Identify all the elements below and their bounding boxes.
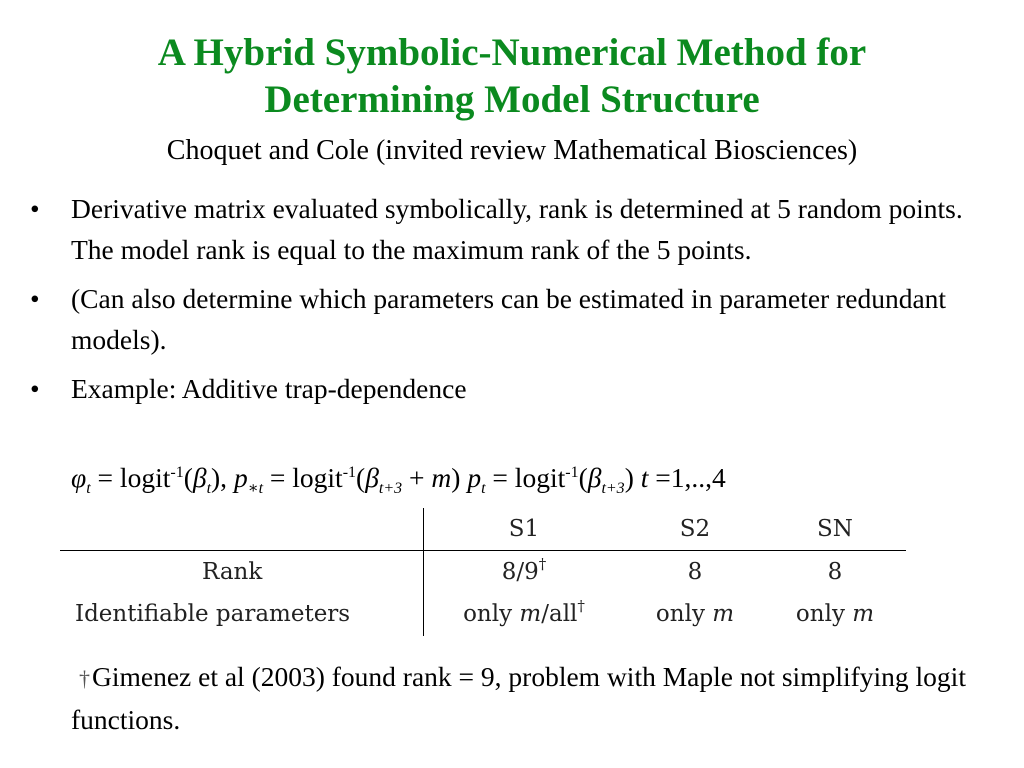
bullet-text: Derivative matrix evaluated symbolically, rank is determined at 5 random points. The model rank is equal to the maximum rank of the 5 points. <box>71 193 963 265</box>
slide-title-line2: Determining Model Structure <box>264 78 760 121</box>
formula-text: ), <box>211 462 234 493</box>
formula-t: t <box>640 462 649 493</box>
formula-text: = logit <box>485 462 566 493</box>
formula-sub: t <box>481 480 486 497</box>
formula-sup: -1 <box>170 464 184 481</box>
table-header-s2: S2 <box>679 516 711 542</box>
cell-math: m <box>519 601 542 627</box>
dagger-mark: † <box>538 555 547 573</box>
table-header-sn: SN <box>817 516 853 542</box>
formula-text: ) <box>451 462 468 493</box>
formula-text: = logit <box>90 462 171 493</box>
dagger-mark: † <box>577 597 585 615</box>
formula-text: ( <box>578 462 588 493</box>
table-cell-rank-s1 <box>502 557 547 587</box>
cell-text: only <box>795 601 853 627</box>
table-row-label-identifiable: Identifiable parameters <box>75 601 351 627</box>
results-table <box>60 508 906 636</box>
formula-beta: β <box>365 462 379 493</box>
table-header-s1: S1 <box>508 516 540 542</box>
table-row-label-rank: Rank <box>202 559 263 585</box>
formula-sub: t <box>206 480 212 497</box>
cell-value: 8/9 <box>501 559 539 585</box>
slide-subtitle: Choquet and Cole (invited review Mathematical Biosciences) <box>166 135 858 166</box>
formula-m: m <box>431 462 452 493</box>
table-cell-rank-sn: 8 <box>827 559 843 585</box>
formula-text: ) <box>624 462 641 493</box>
bullet-dot: • <box>30 373 40 404</box>
cell-text: /all <box>541 601 578 627</box>
formula-text: + <box>402 462 432 493</box>
table-vertical-rule <box>423 508 424 636</box>
formula-phi: φ <box>71 462 87 493</box>
bullet-item <box>30 188 990 270</box>
formula-sub: ∗t <box>247 480 264 497</box>
formula-text: ( <box>183 462 193 493</box>
formula-p: p <box>233 462 248 493</box>
formula-sub: t <box>86 480 91 497</box>
table-cell-ident-s2 <box>656 599 734 629</box>
formula-sup: -1 <box>565 464 579 481</box>
table-cell-ident-s1 <box>463 599 585 629</box>
formula-text: = logit <box>263 462 343 493</box>
bullet-text: Example: Additive trap-dependence <box>71 373 467 404</box>
formula-text: =1,..,4 <box>648 462 726 493</box>
formula-sub: t+3 <box>378 480 403 497</box>
bullet-dot: • <box>30 193 40 224</box>
formula-sup: -1 <box>342 464 357 481</box>
bullet-item <box>30 278 990 360</box>
cell-math: m <box>852 601 875 627</box>
bullet-list <box>30 188 990 417</box>
cell-text: only <box>655 601 713 627</box>
formula-p: p <box>467 462 482 493</box>
formula-beta: β <box>587 462 602 493</box>
formula-beta: β <box>192 462 207 493</box>
cell-math: m <box>712 601 735 627</box>
table-cell-rank-s2: 8 <box>687 559 703 585</box>
formula-sub: t+3 <box>601 480 625 497</box>
table-cell-ident-sn <box>796 599 874 629</box>
footnote-dagger: † <box>79 666 90 691</box>
footnote-text: Gimenez et al (2003) found rank = 9, problem with Maple not simplifying logit functions. <box>71 661 966 735</box>
bullet-text: (Can also determine which parameters can be estimated in parameter redundant models). <box>71 283 947 355</box>
slide-title-line1: A Hybrid Symbolic-Numerical Method for <box>157 31 867 74</box>
cell-text: only <box>463 601 520 627</box>
footnote <box>71 656 971 740</box>
formula-text: ( <box>356 462 366 493</box>
table-horizontal-rule <box>60 550 906 551</box>
model-formula <box>71 460 726 496</box>
bullet-item <box>30 368 990 409</box>
bullet-dot: • <box>30 283 40 314</box>
